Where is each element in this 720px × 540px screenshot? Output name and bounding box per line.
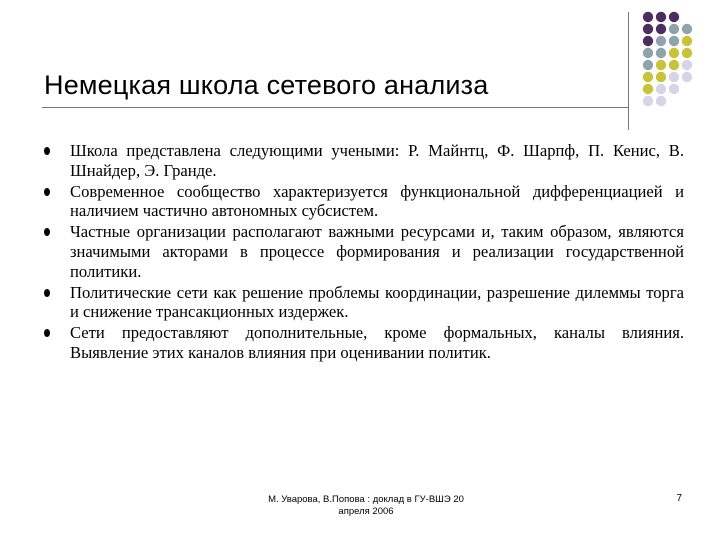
list-item [44, 182, 684, 221]
slide-title: Немецкая школа сетевого анализа [44, 70, 489, 100]
vertical-divider [628, 12, 629, 130]
footer-line-1: М. Уварова, В.Попова : доклад в ГУ-ВШЭ 20 [268, 494, 464, 505]
decorative-dot [669, 36, 679, 46]
page-number: 7 [676, 493, 682, 504]
decorative-dot [656, 48, 666, 58]
bullet-icon [44, 147, 50, 155]
decorative-dot [656, 60, 666, 70]
footer-credit [236, 494, 496, 518]
decorative-dot [643, 72, 653, 82]
bullet-text: Современное сообщество характеризуется функциональной дифференциацией и наличием частично автономных субсистем. [70, 181, 684, 221]
decorative-dot [656, 12, 666, 22]
decorative-dot [669, 12, 679, 22]
decorative-dot [669, 24, 679, 34]
decorative-dot [682, 60, 692, 70]
decorative-dot [643, 12, 653, 22]
bullet-icon [44, 188, 50, 196]
bullet-text: Школа представлена следующими учеными: Р. Майнтц, Ф. Шарпф, П. Кенис, В. Шнайдер, Э. Гранде. [70, 141, 684, 180]
list-item [44, 283, 684, 322]
decorative-dot-grid-icon [640, 10, 710, 110]
title-underline [42, 107, 628, 108]
decorative-dot [643, 60, 653, 70]
decorative-dot [682, 36, 692, 46]
bullet-icon [44, 329, 50, 337]
list-item [44, 323, 684, 362]
decorative-dot [656, 36, 666, 46]
decorative-dot [656, 84, 666, 94]
bullet-icon [44, 289, 50, 297]
decorative-dot [656, 24, 666, 34]
list-item [44, 141, 684, 180]
decorative-dot [643, 84, 653, 94]
decorative-dot [669, 48, 679, 58]
bullet-list [44, 141, 684, 364]
decorative-dot [643, 36, 653, 46]
list-item [44, 222, 684, 281]
bullet-text: Политические сети как решение проблемы координации, разрешение дилеммы торга и снижение трансакционных издержек. [70, 282, 684, 322]
decorative-dot [669, 60, 679, 70]
bullet-text: Частные организации располагают важными ресурсами и, таким образом, являются значимыми акторами в процессе формирования и реализации государственной политики. [70, 222, 684, 281]
decorative-dot [669, 84, 679, 94]
decorative-dot [643, 48, 653, 58]
decorative-dot [682, 24, 692, 34]
decorative-dot [669, 72, 679, 82]
bullet-text: Сети предоставляют дополнительные, кроме формальных, каналы влияния. Выявление этих каналов влияния при оценивании политик. [70, 323, 684, 362]
decorative-dot [682, 72, 692, 82]
decorative-dot [682, 48, 692, 58]
decorative-dot [643, 96, 653, 106]
decorative-dot [643, 24, 653, 34]
decorative-dot [656, 72, 666, 82]
bullet-icon [44, 228, 50, 236]
footer-line-2: апреля 2006 [338, 506, 394, 517]
decorative-dot [656, 96, 666, 106]
